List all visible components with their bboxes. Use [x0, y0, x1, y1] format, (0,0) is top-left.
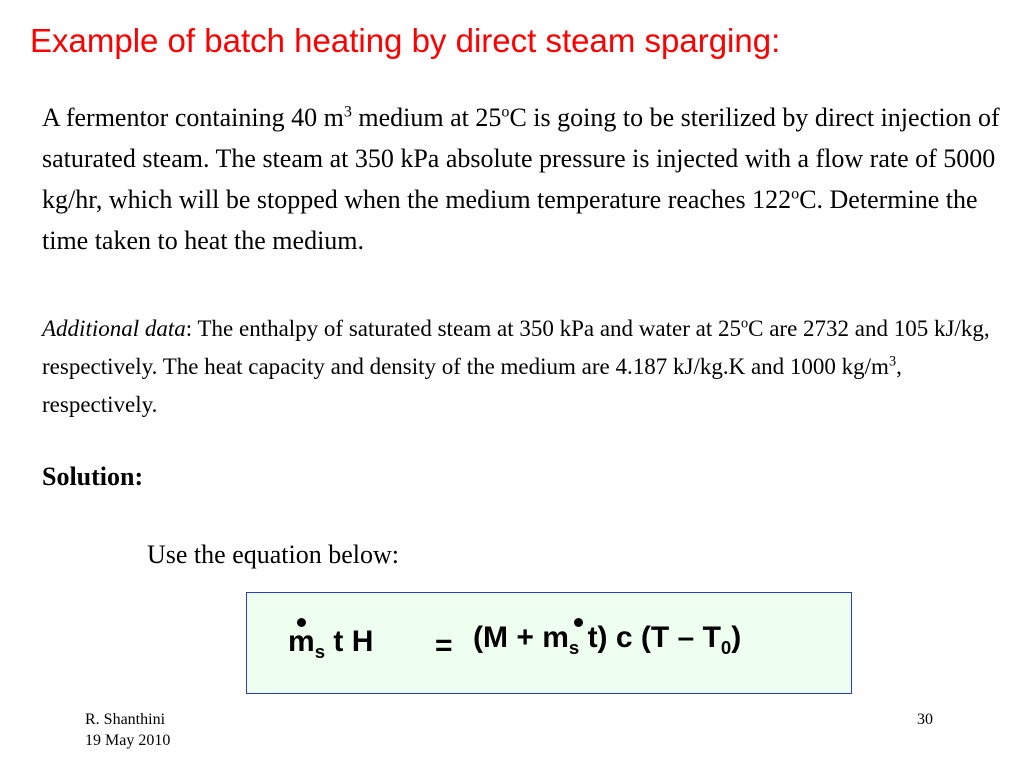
equation-equals: =: [435, 629, 453, 662]
equation-box: [246, 592, 852, 694]
page-number: 30: [917, 711, 933, 728]
footer-author-date: [85, 709, 170, 751]
additional-data: Additional data: The enthalpy of saturated steam at 350 kPa and water at 25$^o$C are 2732 and 105 kJ/kg, respectively. The heat capacity and density of the medium are 4.187 kJ/kg.K and 1000 $kg/m^3$, respectively.: [42, 315, 990, 417]
additional-data-label: Additional data: [42, 316, 186, 341]
footer-date: 19 May 2010: [85, 732, 171, 749]
footer-author: R. Shanthini: [85, 711, 166, 728]
equation-lhs: $m_s$ t H: [288, 625, 374, 662]
instruction-text: Use the equation below:: [147, 540, 399, 569]
equation-rhs: ($M + m_s$ t) c $(T - T_0)$: [473, 621, 742, 658]
problem-statement: A fermentor containing 40 $m^3$ medium at 25$^o$C is going to be sterilized by direct injection of saturated steam. The steam at 350 kPa absolute pressure is injected with a flow rate of 5000 kg/hr, which will be stopped when the medium temperature reaches 122$^o$C. Determine the time taken to heat the medium.: [42, 103, 1000, 255]
solution-heading: Solution:: [42, 462, 144, 491]
slide-title: Example of batch heating by direct steam sparging:: [30, 22, 781, 59]
